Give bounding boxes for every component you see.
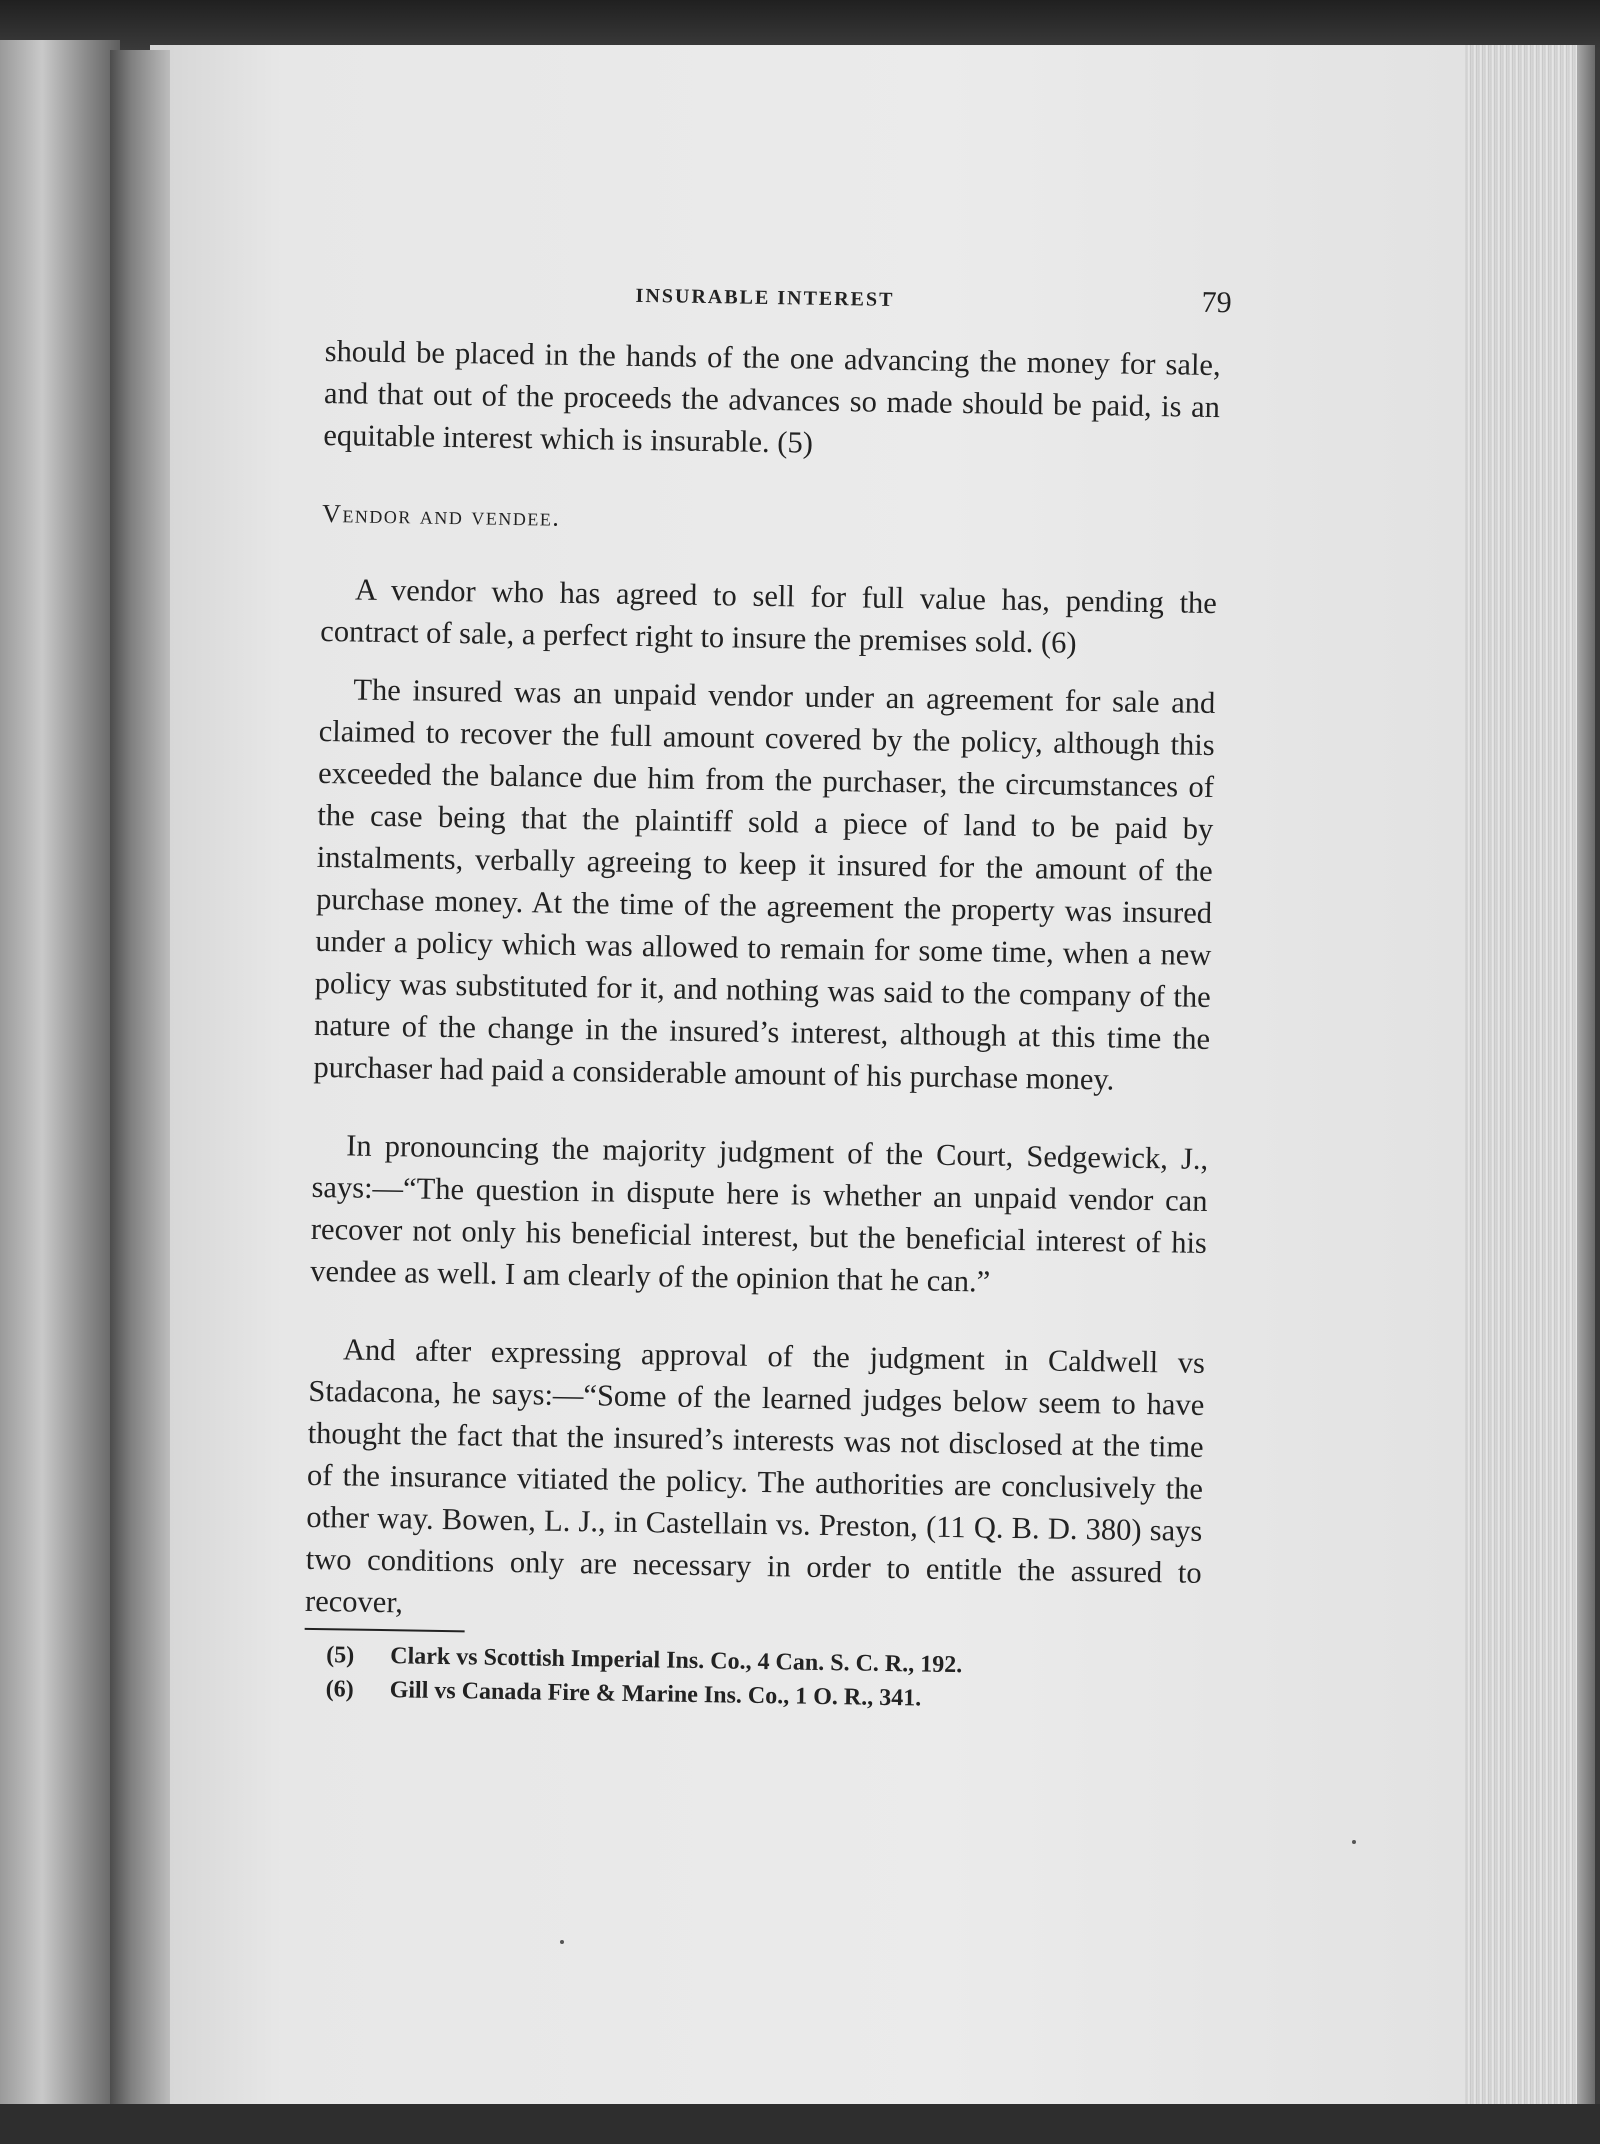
paragraph-vendor-right: A vendor who has agreed to sell for full value has, pending the contract of sale, a perfect right to insure the premises sold. (6) [320, 572, 1218, 660]
dust-speck [560, 1940, 564, 1944]
footnote-mark: (5) [326, 1642, 355, 1669]
dust-speck [1352, 1840, 1356, 1844]
footnote-mark: (6) [325, 1676, 354, 1703]
footnote-text: Gill vs Canada Fire & Marine Ins. Co., 1 O. R., 341. [389, 1677, 922, 1712]
running-head: INSURABLE INTEREST [635, 284, 895, 311]
section-heading: Vendor and vendee. [321, 498, 561, 532]
page-number: 79 [1201, 285, 1232, 320]
paragraph-continuation: should be placed in the hands of the one advancing the money for sale, and that out of the proceeds the advances so made should be paid, is an equitable interest which is insurable. (5) [323, 333, 1221, 460]
page-text [303, 270, 1232, 1720]
paragraph-caldwell: And after expressing approval of the judgment in Caldwell vs Stadacona, he says:—“Some of the learned judges below seem to have thought the fact that the insured’s interests was not disclosed at the time of the insurance vitiated the policy. The authorities are conclusively the other way. Bowen, L. J., in Castellain vs. Preston, (11 Q. B. D. 380) says two conditions only are necessary in order to entitle the assured to recover, [304, 1332, 1206, 1620]
footnote-rule [305, 1628, 465, 1633]
paragraph-case-facts: The insured was an unpaid vendor under an agreement for sale and claimed to recover the full amount covered by the policy, although this exceeded the balance due him from the purchaser, the circumstances of the case being that the plaintiff sold a piece of land to be paid by instalments, verbally agreeing to keep it insured for the amount of the purchase money. At the time of the agreement the property was insured under a policy which was allowed to remain for some time, when a new policy was substituted for it, and nothing was said to the company of the nature of the change in the insured’s interest, although at this time the purchaser had paid a considerable amount of his purchase money. [313, 672, 1216, 1097]
left-page-edge [0, 40, 120, 2120]
footnote-text: Clark vs Scottish Imperial Ins. Co., 4 Can. S. C. R., 192. [390, 1643, 963, 1679]
book-gutter [110, 50, 170, 2120]
scan-top-border [0, 0, 1600, 50]
page-stack-edge [1465, 45, 1595, 2105]
scan-bottom-border [0, 2104, 1600, 2144]
paragraph-judgment-quote: In pronouncing the majority judgment of the Court, Sedgewick, J., says:—“The question in dispute here is whether an unpaid vendor can recover not only his beneficial interest, but the beneficial interest of his vendee as well. I am clearly of the opinion that he can.” [310, 1128, 1209, 1299]
